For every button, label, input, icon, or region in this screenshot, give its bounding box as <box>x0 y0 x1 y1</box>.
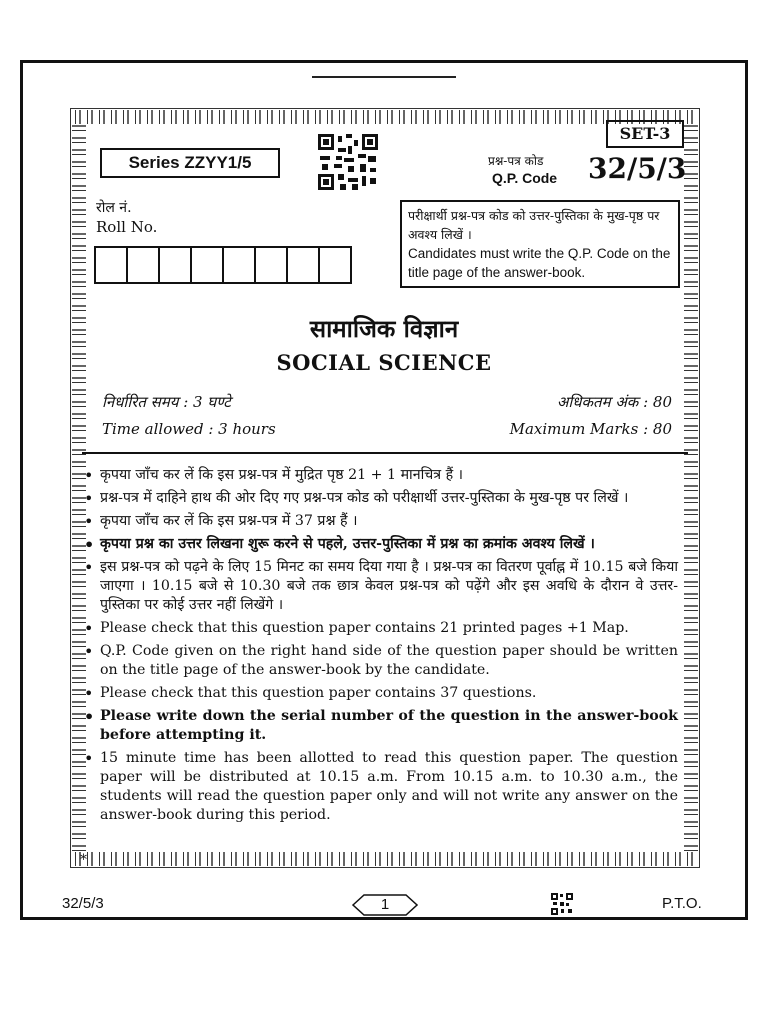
roll-number-cell[interactable] <box>96 248 128 282</box>
roll-number-cell[interactable] <box>320 248 352 282</box>
star-mark: * <box>80 852 87 868</box>
roll-number-cell[interactable] <box>160 248 192 282</box>
roll-no-label-hindi: रोल नं. <box>96 200 132 216</box>
subject-title: SOCIAL SCIENCE <box>276 350 492 375</box>
instruction-item: • प्रश्न-पत्र में दाहिने हाथ की ओर दिए गए प्रश्न-पत्र कोड को परीक्षार्थी उत्तर-पुस्तिका के मुख-पृष्ठ पर लिखें । <box>84 489 678 508</box>
instruction-item: • 15 minute time has been allotted to read this question paper. The question paper will be distributed at 10.15 a.m. From 10.15 a.m. to 10.30 a.m., the students will read the question paper only and will not write any answer on the answer-book during this period. <box>84 749 678 825</box>
page-number-value: 1 <box>380 896 390 913</box>
roll-number-cell[interactable] <box>192 248 224 282</box>
footer-qp-code: 32/5/3 <box>62 895 104 912</box>
roll-number-cell[interactable] <box>224 248 256 282</box>
divider <box>82 452 688 454</box>
instruction-item: • कृपया प्रश्न का उत्तर लिखना शुरू करने से पहले, उत्तर-पुस्तिका में प्रश्न का क्रमांक अवश्य लिखें । <box>84 535 678 554</box>
instruction-item: • Please write down the serial number of the question in the answer-book before attempting it. <box>84 707 678 745</box>
instruction-item: • Please check that this question paper contains 37 questions. <box>84 684 678 703</box>
instruction-item: • Q.P. Code given on the right hand side of the question paper should be written on the title page of the answer-book by the candidate. <box>84 642 678 680</box>
maximum-marks: Maximum Marks : 80 <box>509 420 672 438</box>
top-rule <box>312 76 456 78</box>
maximum-marks-hindi: अधिकतम अंक : 80 <box>556 393 672 411</box>
qp-code: 32/5/3 <box>588 152 687 185</box>
instruction-item: • इस प्रश्न-पत्र को पढ़ने के लिए 15 मिनट का समय दिया गया है । प्रश्न-पत्र का वितरण पूर्वाह्न में 10.15 बजे किया जाएगा । 10.15 बजे से 10.30 बजे तक छात्र केवल प्रश्न-पत्र को पढ़ेंगे और इस अवधि के दौरान वे उत्तर-पुस्तिका पर कोई उत्तर नहीं लिखेंगे । <box>84 558 678 615</box>
qp-code-label: Q.P. Code <box>492 170 558 186</box>
roll-no-label: Roll No. <box>96 218 158 236</box>
pto-label: P.T.O. <box>662 895 702 912</box>
roll-number-cell[interactable] <box>288 248 320 282</box>
roll-number-cell[interactable] <box>256 248 288 282</box>
candidate-note: Candidates must write the Q.P. Code on the title page of the answer-book. <box>408 246 671 280</box>
page-number <box>352 894 418 916</box>
instruction-item: • Please check that this question paper contains 21 printed pages +1 Map. <box>84 619 678 638</box>
time-allowed: Time allowed : 3 hours <box>102 420 276 438</box>
subject-title-hindi: सामाजिक विज्ञान <box>309 314 459 343</box>
instructions-list <box>84 466 678 829</box>
candidate-instruction-box <box>400 200 680 288</box>
instruction-item: • कृपया जाँच कर लें कि इस प्रश्न-पत्र में 37 प्रश्न हैं । <box>84 512 678 531</box>
qr-code-icon <box>318 134 378 190</box>
series-label: Series ZZYY1/5 <box>100 148 280 178</box>
qr-code-small-icon <box>551 893 573 915</box>
roll-number-boxes[interactable] <box>94 246 352 284</box>
qp-code-label-hindi: प्रश्न-पत्र कोड <box>488 154 544 168</box>
candidate-note-hindi: परीक्षार्थी प्रश्न-पत्र कोड को उत्तर-पुस्तिका के मुख-पृष्ठ पर अवश्य लिखें । <box>408 208 660 242</box>
instruction-item: • कृपया जाँच कर लें कि इस प्रश्न-पत्र में मुद्रित पृष्ठ 21 + 1 मानचित्र हैं । <box>84 466 678 485</box>
time-allowed-hindi: निर्धारित समय : 3 घण्टे <box>102 393 231 411</box>
roll-number-cell[interactable] <box>128 248 160 282</box>
set-label: SET-3 <box>606 120 684 148</box>
